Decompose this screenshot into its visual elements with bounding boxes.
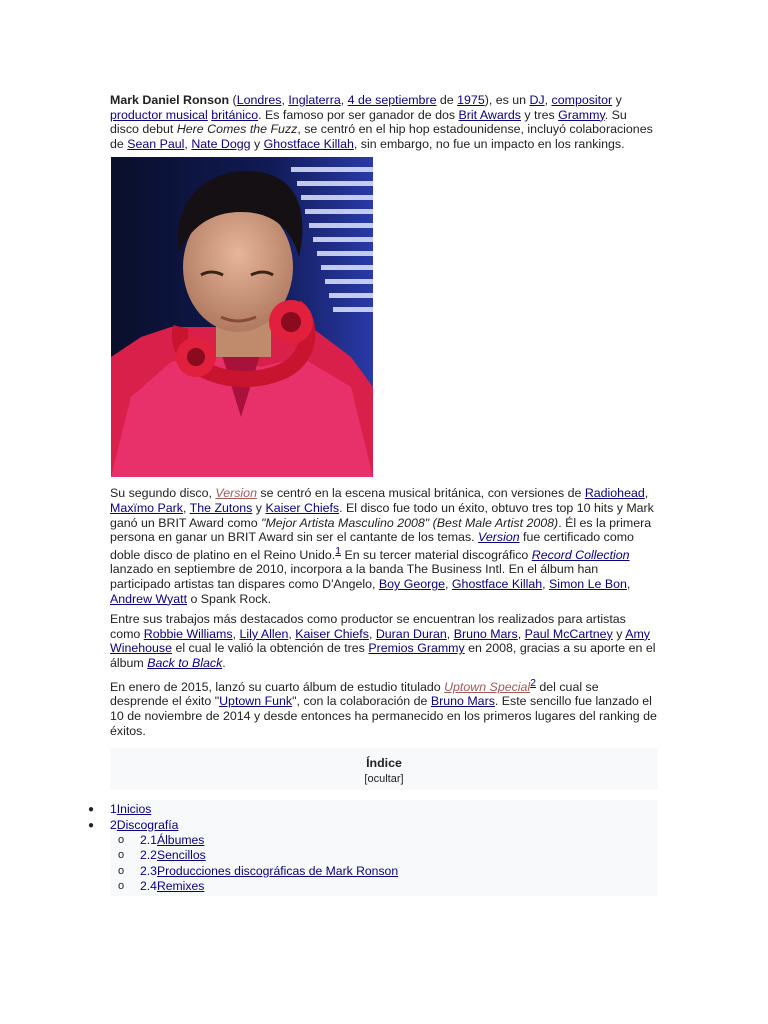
link-duran-duran[interactable]: Duran Duran — [375, 626, 447, 641]
circle-bullet-icon: o — [118, 880, 125, 893]
link-version-2[interactable]: Version — [478, 530, 520, 545]
link-simon-le-bon[interactable]: Simon Le Bon — [549, 577, 627, 592]
link-paul-mccartney[interactable]: Paul McCartney — [524, 626, 613, 641]
toc-toggle-button[interactable]: [ocultar] — [364, 773, 404, 786]
link-productor[interactable]: productor musical — [110, 107, 208, 122]
link-robbie-williams[interactable]: Robbie Williams — [143, 626, 233, 641]
toc-item-producciones[interactable]: o 2.3Producciones discográficas de Mark Ronson — [118, 863, 399, 878]
paragraph-uptown: En enero de 2015, lanzó su cuarto álbum de estudio titulado Uptown Special$^2$ del cual se desprende el éxito "Uptown Funk", con la colaboración de Bruno Mars. Este sencillo fue lanzado el 10 de noviembre de 2014 y desde entonces ha permanecido en los primeros lugares del ranking de éxitos. — [110, 677, 657, 738]
toc-item-albumes[interactable]: o 2.1Álbumes — [118, 832, 205, 847]
link-maximo-park[interactable]: Maxïmo Park — [110, 500, 183, 515]
circle-bullet-icon: o — [118, 849, 125, 862]
toc-item-discografia[interactable]: ● 2Discografía — [88, 817, 179, 832]
link-boy-george[interactable]: Boy George — [378, 577, 446, 592]
toc-title: Índice — [366, 756, 402, 771]
link-dj[interactable]: DJ — [529, 93, 545, 107]
artist-photo — [111, 157, 373, 477]
link-the-zutons[interactable]: The Zutons — [189, 500, 253, 515]
link-andrew-wyatt[interactable]: Andrew Wyatt — [110, 591, 188, 606]
link-kaiser-chiefs[interactable]: Kaiser Chiefs — [265, 500, 340, 515]
link-kaiser-chiefs-2[interactable]: Kaiser Chiefs — [295, 626, 369, 641]
link-version[interactable]: Version — [215, 486, 257, 501]
award-quote: "Mejor Artista Masculino 2008" (Best Male Artist 2008) — [261, 515, 559, 530]
link-nate-dogg[interactable]: Nate Dogg — [191, 136, 251, 151]
link-premios-grammy[interactable]: Premios Grammy — [368, 641, 465, 656]
link-britanico[interactable]: británico — [211, 107, 259, 122]
link-ghostface[interactable]: Ghostface Killah — [263, 136, 354, 151]
link-bruno-mars[interactable]: Bruno Mars — [453, 626, 518, 641]
link-bruno-mars-2[interactable]: Bruno Mars — [430, 694, 495, 709]
circle-bullet-icon: o — [118, 833, 125, 846]
link-inglaterra[interactable]: Inglaterra — [288, 93, 341, 107]
toc-list — [88, 800, 658, 896]
bullet-icon: ● — [88, 804, 95, 816]
intro-paragraph: Mark Daniel Ronson (Londres, Inglaterra, 4 de septiembre de 1975), es un DJ, compositor y productor musical británico. Es famoso por ser ganador de dos Brit Awards y tres Grammy. Su disco debut Here Comes the Fuzz, se centró en el hip hop estadounidense, incluyó colaboraciones de Sean Paul, Nate Dogg y Ghostface Killah, sin embargo, no fue un impacto en los rankings. — [110, 93, 653, 151]
link-amy-winehouse[interactable]: Amy Winehouse — [110, 626, 650, 656]
link-anio[interactable]: 1975 — [457, 93, 485, 107]
link-ghostface-2[interactable]: Ghostface Killah — [451, 577, 543, 592]
link-fecha[interactable]: 4 de septiembre — [347, 93, 437, 107]
toc-item-remixes[interactable]: o 2.4Remixes — [118, 879, 205, 894]
toc-item-inicios[interactable]: ● 1Inicios — [88, 802, 152, 817]
subject-name: Mark Daniel Ronson — [110, 93, 230, 107]
link-back-to-black[interactable]: Back to Black — [147, 656, 223, 671]
link-grammy[interactable]: Grammy — [558, 107, 605, 122]
link-uptown-funk[interactable]: Uptown Funk — [219, 694, 293, 709]
circle-bullet-icon: o — [118, 864, 125, 877]
link-lily-allen[interactable]: Lily Allen — [239, 626, 289, 641]
reference-1[interactable]: 1 — [335, 545, 342, 557]
link-compositor[interactable]: compositor — [551, 93, 613, 107]
link-sean-paul[interactable]: Sean Paul — [127, 136, 185, 151]
paragraph-producer: Entre sus trabajos más destacados como productor se encuentran los realizados para artistas como Robbie Williams, Lily Allen, Kaiser Chiefs, Duran Duran, Bruno Mars, Paul McCartney y Amy Winehouse el cual le valió la obtención de tres Premios Grammy en 2008, gracias a su aporte en el álbum Back to Black. — [110, 612, 656, 671]
link-radiohead[interactable]: Radiohead — [584, 486, 645, 501]
article-body — [88, 93, 658, 896]
paragraph-version: Su segundo disco, Version se centró en la escena musical británica, con versiones de Radiohead, Maxïmo Park, The Zutons y Kaiser Chiefs. El disco fue todo un éxito, obtuvo tres top 10 hits y Mark ganó un BRIT Award como "Mejor Artista Masculino 2008" (Best Male Artist 2008). Él es la primera persona en ganar un BRIT Award sin ser el cantante de los temas. Version fue certificado como doble disco de platino en el Reino Unido.$^1$ En su tercer material discográfico Record Collection lanzado en septiembre de 2010, incorpora a la banda The Business Intl. En el álbum han participado artistas tan dispares como D'Angelo, Boy George, Ghostface Killah, Simon Le Bon, Andrew Wyatt o Spank Rock. — [110, 486, 654, 606]
bullet-icon: ● — [88, 819, 95, 831]
link-brit-awards[interactable]: Brit Awards — [458, 107, 521, 122]
album-title: Here Comes the Fuzz — [176, 122, 298, 137]
link-londres[interactable]: Londres — [236, 93, 282, 107]
link-uptown-special[interactable]: Uptown Special — [444, 679, 531, 694]
link-record-collection[interactable]: Record Collection — [531, 547, 630, 562]
toc-item-sencillos[interactable]: o 2.2Sencillos — [118, 848, 206, 863]
reference-2[interactable]: 2 — [530, 677, 536, 689]
toc-header — [110, 748, 658, 790]
